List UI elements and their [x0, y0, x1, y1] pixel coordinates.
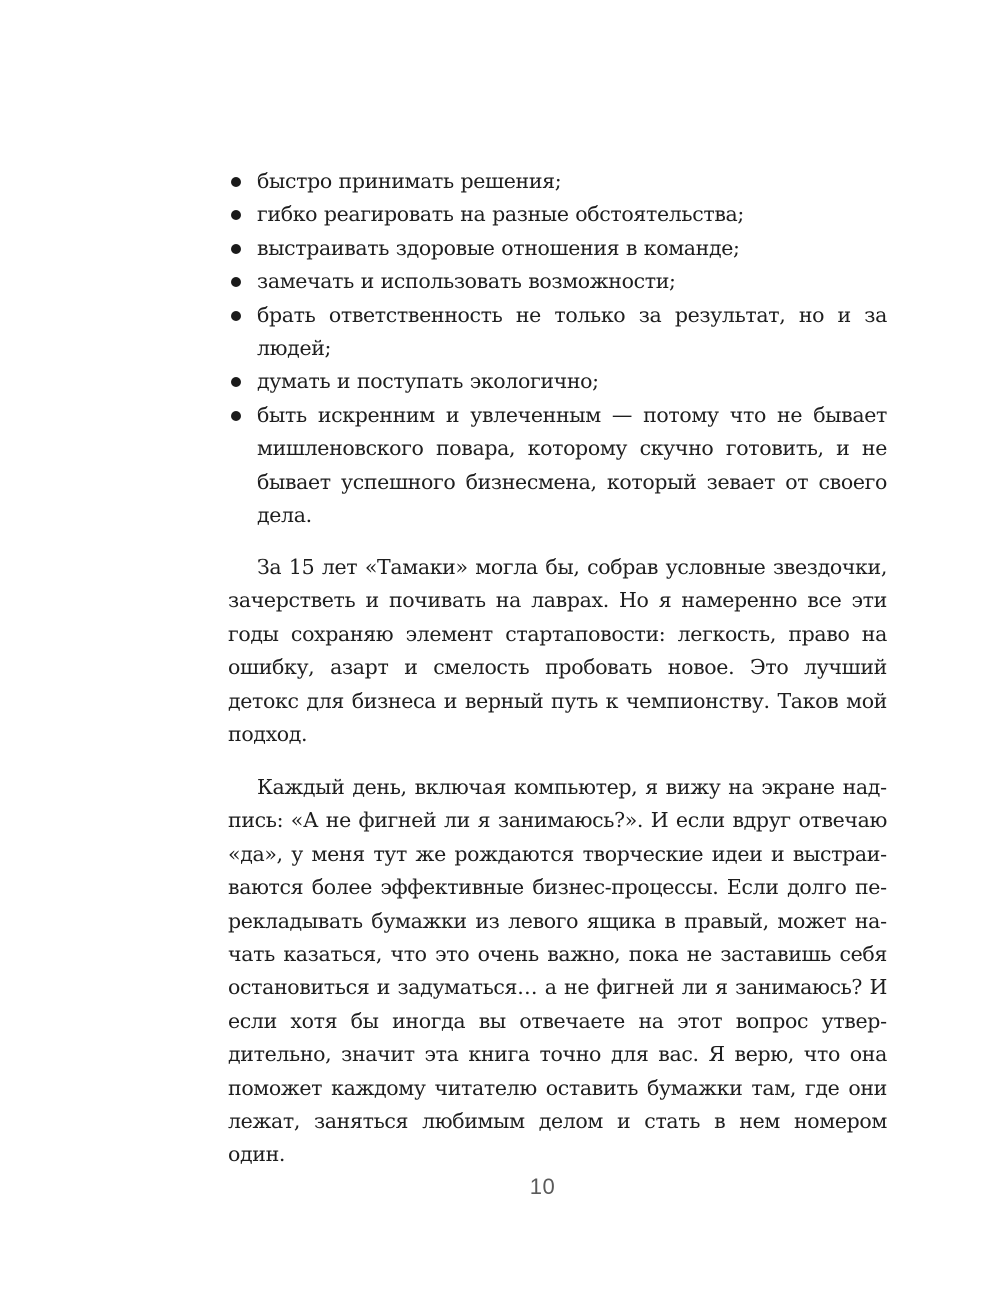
bullet-icon — [231, 244, 241, 254]
bullet-list — [228, 165, 887, 532]
bullet-icon — [231, 177, 241, 187]
bullet-item-text: быстро принимать решения; — [257, 169, 562, 193]
bullet-item — [228, 365, 887, 398]
bullet-item — [228, 165, 887, 198]
paragraph-daily-question: Каждый день, включая компьютер, я вижу на экране надпись: «А не фигней ли я занимаюсь?». И если вдруг отвечаю «да», у меня тут же рождаются творческие идеи и выстраиваются более эффективные бизнес-процессы. Если долго перекладывать бумажки из левого ящика в правый, может начать казаться, что это очень важно, пока не заставишь себя остановиться и задуматься… а не фигней ли я занимаюсь? И если хотя бы иногда вы отвечаете на этот вопрос утвердительно, значит эта книга точно для вас. Я верю, что она поможет каждому читателю оставить бумажки там, где они лежат, заняться любимым делом и стать в нем номером один. — [228, 775, 887, 1167]
bullet-item — [228, 198, 887, 231]
page-number: 10 — [529, 1174, 556, 1199]
bullet-icon — [231, 411, 241, 421]
bullet-item — [228, 265, 887, 298]
bullet-item — [228, 232, 887, 265]
bullet-item-text: выстраивать здоровые отношения в команде; — [257, 235, 740, 260]
bullet-item-text: брать ответственность не только за результат, но и за людей; — [257, 302, 887, 361]
bullet-icon — [231, 210, 241, 220]
bullet-item-text: думать и поступать экологично; — [257, 369, 599, 394]
bullet-icon — [231, 377, 241, 387]
bullet-item-text: быть искренним и увлеченным — потому что не бывает мишленовского повара, которому скучно готовить, и не бывает успешного бизнесмена, который зевает от своего дела. — [257, 402, 887, 528]
bullet-item-text: гибко реагировать на разные обстоятельства; — [257, 202, 744, 227]
bullet-icon — [231, 277, 241, 287]
bullet-item — [228, 299, 887, 366]
bullet-icon — [231, 311, 241, 321]
bullet-item — [228, 399, 887, 533]
paragraph-startup-spirit: За 15 лет «Тамаки» могла бы, собрав условные звездочки, зачерстветь и почивать на лаврах. Но я намеренно все эти годы сохраняю элемент стартаповости: легкость, право на ошибку, азарт и смелость пробовать новое. Это лучший детокс для бизнеса и верный путь к чемпионству. Таков мой подход. — [228, 555, 887, 747]
bullet-item-text: замечать и использовать возможности; — [257, 269, 676, 294]
